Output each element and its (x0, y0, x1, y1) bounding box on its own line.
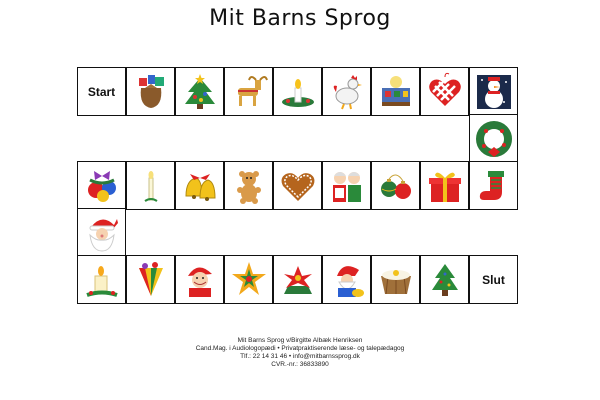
wreath-icon (474, 119, 514, 159)
gingerbread-heart-icon (278, 166, 318, 206)
board-square (469, 114, 518, 163)
ornament-bow-icon (82, 166, 122, 206)
end-cell (469, 255, 518, 304)
board-square (273, 255, 322, 304)
candle-on-greenery-icon (278, 72, 318, 112)
board-square (126, 67, 175, 116)
small-tree-icon (425, 260, 465, 300)
footer-contact: Tlf.: 22 14 31 46 • info@mitbarnssprog.dk (240, 353, 360, 360)
candle-icon (131, 166, 171, 206)
page-title: Mit Barns Sprog (209, 6, 391, 31)
woven-heart-icon (425, 72, 465, 112)
stocking-icon (474, 166, 514, 206)
poinsettia-icon (278, 260, 318, 300)
board-square (175, 255, 224, 304)
ornaments-icon (376, 166, 416, 206)
board-square (126, 255, 175, 304)
board-square (322, 161, 371, 210)
bells-icon (180, 166, 220, 206)
board-square (371, 67, 420, 116)
decorated-sleigh-icon (376, 72, 416, 112)
board-square (224, 67, 273, 116)
footer-cvr: CVR.-nr.: 36833890 (271, 361, 329, 368)
board-square (420, 255, 469, 304)
board-square (126, 161, 175, 210)
footer-company: Mit Barns Sprog v/Birgitte Albæk Henriksen (237, 337, 363, 344)
board-square (175, 161, 224, 210)
board-square (273, 161, 322, 210)
grandparents-icon (327, 166, 367, 206)
board-square (420, 67, 469, 116)
start-label: Start (87, 84, 116, 99)
board-square (77, 208, 126, 257)
elf-boy-icon (180, 260, 220, 300)
santa-face-icon (82, 213, 122, 253)
board-square (175, 67, 224, 116)
gift-sack-icon (131, 72, 171, 112)
teddy-bear-icon (229, 166, 269, 206)
snowman-icon (474, 72, 514, 112)
board-square (469, 161, 518, 210)
board-square (224, 161, 273, 210)
start-cell (77, 67, 126, 116)
rooster-icon (327, 72, 367, 112)
footer (0, 337, 600, 369)
gnome-icon (327, 260, 367, 300)
board-square (371, 161, 420, 210)
rice-porridge-icon (376, 260, 416, 300)
paper-cone-icon (131, 260, 171, 300)
board-square (77, 255, 126, 304)
present-icon (425, 166, 465, 206)
board-square (420, 161, 469, 210)
christmas-tree-icon (180, 72, 220, 112)
board-square (77, 161, 126, 210)
board-square (224, 255, 273, 304)
board-square (469, 67, 518, 116)
star-ornament-icon (229, 260, 269, 300)
straw-goat-icon (229, 72, 269, 112)
board-square (273, 67, 322, 116)
board-square (322, 255, 371, 304)
footer-credentials: Cand.Mag. i Audiologopædi • Privatpraktiserende læse- og talepædagog (195, 345, 405, 352)
board-square (322, 67, 371, 116)
board-square (371, 255, 420, 304)
end-label: Slut (482, 272, 505, 287)
lit-candle-icon (82, 260, 122, 300)
